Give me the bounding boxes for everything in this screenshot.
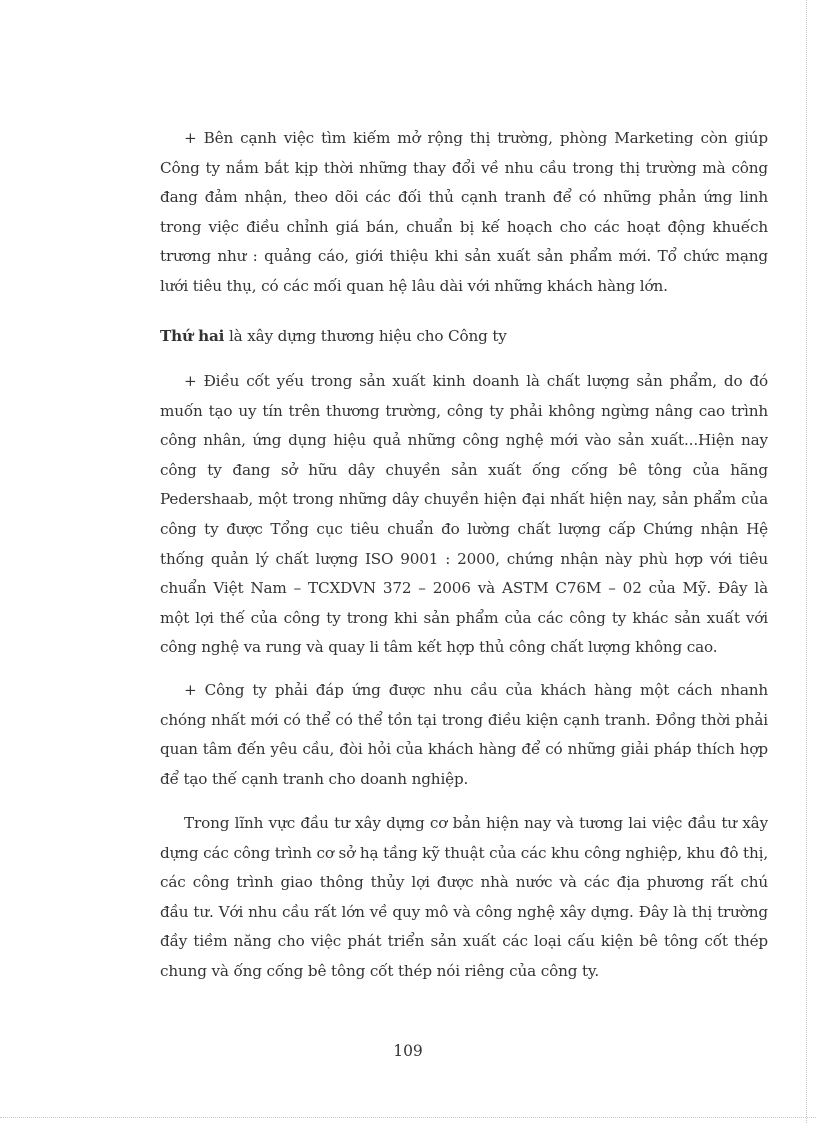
text-line: đang đảm nhận, theo dõi các đối thủ cạnh tranh để có những phản ứng linh (160, 188, 768, 207)
text-line: trương như : quảng cáo, giới thiệu khi sản xuất sản phẩm mới. Tổ chức mạng (160, 247, 768, 266)
text-line: dựng các công trình cơ sở hạ tầng kỹ thuật của các khu công nghiệp, khu đô thị, (160, 843, 768, 862)
text-line: đầy tiềm năng cho việc phát triển sản xuất các loại cấu kiện bê tông cốt thép (160, 932, 768, 951)
text-line: đầu tư. Với nhu cầu rất lớn về quy mô và công nghệ xây dựng. Đây là thị trường (160, 902, 768, 921)
text-line: chuẩn Việt Nam – TCXDVN 372 – 2006 và ASTM C76M – 02 của Mỹ. Đây là (160, 579, 768, 598)
heading-line (160, 322, 768, 352)
text-line: công nhân, ứng dụng hiệu quả những công nghệ mới vào sản xuất...Hiện nay (160, 431, 768, 450)
text-line: + Điều cốt yếu trong sản xuất kinh doanh là chất lượng sản phẩm, do đó (184, 372, 768, 390)
text-line: một lợi thế của công ty trong khi sản phẩm của các công ty khác sản xuất với (160, 608, 768, 627)
paragraph-marketing (160, 124, 768, 302)
paragraph-quality (160, 367, 768, 663)
text-line: trong việc điều chỉnh giá bán, chuẩn bị kế hoạch cho các hoạt động khuếch (160, 217, 768, 236)
section-heading (160, 322, 768, 352)
text-line: Trong lĩnh vực đầu tư xây dựng cơ bản hiện nay và tương lai việc đầu tư xây (184, 814, 768, 832)
heading-rest: là xây dựng thương hiệu cho Công ty (224, 327, 507, 345)
page-bottom-border (0, 1117, 816, 1118)
text-line: lưới tiêu thụ, có các mối quan hệ lâu dài với những khách hàng lớn. (160, 276, 668, 295)
paragraph-investment (160, 809, 768, 987)
heading-bold: Thứ hai (160, 327, 225, 345)
text-line: thống quản lý chất lượng ISO 9001 : 2000, chứng nhận này phù hợp với tiêu (160, 549, 768, 568)
text-line: công ty được Tổng cục tiêu chuẩn đo lường chất lượng cấp Chứng nhận Hệ (160, 519, 768, 538)
text-line: công ty đang sở hữu dây chuyền sản xuất ống cống bê tông của hãng (160, 460, 768, 479)
text-line: quan tâm đến yêu cầu, đòi hỏi của khách hàng để có những giải pháp thích hợp (160, 740, 768, 759)
text-line: muốn tạo uy tín trên thương trường, công ty phải không ngừng nâng cao trình (160, 401, 768, 420)
page-right-border (806, 0, 807, 1123)
text-line: các công trình giao thông thủy lợi được nhà nước và các địa phương rất chú (160, 873, 768, 892)
text-line: chung và ống cống bê tông cốt thép nói riêng của công ty. (160, 961, 600, 980)
text-line: để tạo thế cạnh tranh cho doanh nghiệp. (160, 769, 469, 788)
text-line: + Công ty phải đáp ứng được nhu cầu của khách hàng một cách nhanh (184, 681, 768, 699)
text-line: chóng nhất mới có thể có thể tồn tại trong điều kiện cạnh tranh. Đồng thời phải (160, 710, 768, 729)
paragraph-customer-needs (160, 676, 768, 794)
text-line: công nghệ va rung và quay li tâm kết hợp thủ công chất lượng không cao. (160, 638, 718, 657)
text-line: Pedershaab, một trong những dây chuyền hiện đại nhất hiện nay, sản phẩm của (160, 490, 768, 509)
page-number: 109 (393, 1042, 423, 1060)
text-line: Công ty nắm bắt kịp thời những thay đổi về nhu cầu trong thị trường mà công (160, 158, 768, 177)
text-line: + Bên cạnh việc tìm kiếm mở rộng thị trường, phòng Marketing còn giúp (184, 129, 768, 147)
